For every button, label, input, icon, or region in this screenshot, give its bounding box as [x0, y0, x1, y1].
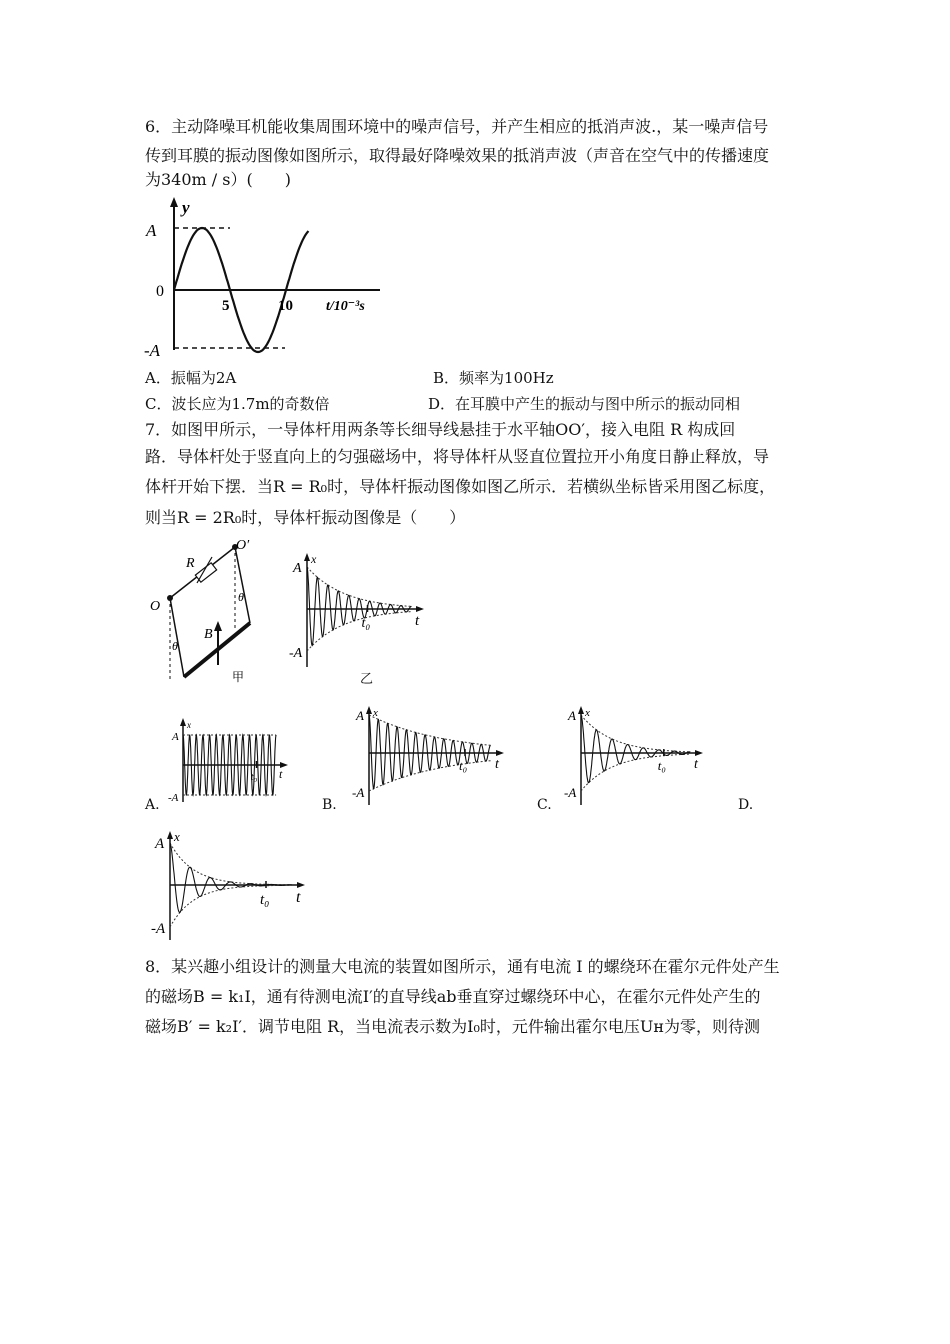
q7-line-3: 体杆开始下摆．当R = R₀时，导体杆振动图像如图乙所示．若横纵坐标皆采用图乙标度，: [145, 477, 776, 496]
t-axis-label: t/10⁻³s: [326, 299, 365, 314]
x-label: x: [311, 552, 317, 566]
y-axis-arrow: [170, 197, 178, 207]
q8-line-1: 8．某兴趣小组设计的测量大电流的装置如图所示，通有电流 I 的螺绕环在霍尔元件处产生: [145, 957, 780, 976]
q7-option-d-graph[interactable]: [140, 825, 305, 945]
oscillation-curve: [369, 715, 491, 789]
q7-option-a-label[interactable]: A.: [145, 797, 160, 813]
left-wire: [170, 598, 184, 677]
x-axis-arrow: [167, 831, 173, 839]
label-o-prime: O′: [236, 538, 250, 553]
q7-line-2: 路．导体杆处于竖直向上的匀强磁场中，将导体杆从竖直位置拉开小角度日静止释放，导: [145, 447, 770, 466]
q6-option-c[interactable]: C．波长应为1.7m的奇数倍: [145, 395, 330, 413]
q7-line-4: 则当R = 2R₀时，导体杆振动图像是（ ）: [145, 508, 466, 527]
oscillation-curve: [307, 567, 412, 646]
t-label: t: [296, 889, 301, 906]
upper-envelope: [170, 843, 292, 885]
x-label: x: [174, 829, 180, 844]
t-axis-arrow: [416, 606, 424, 612]
q7-option-c-label[interactable]: C.: [537, 797, 552, 813]
q6-option-a[interactable]: A．振幅为2A: [145, 369, 237, 387]
neg-a-label: -A: [168, 792, 179, 804]
a-label: A: [293, 561, 302, 576]
x-label: x: [187, 720, 191, 730]
q7-line-1: 7．如图甲所示，一导体杆用两条等长细导线悬挂于水平轴OO′，接入电阻 R 构成回: [145, 420, 736, 439]
label-r: R: [186, 556, 195, 571]
label-b: B: [204, 627, 213, 642]
t0-label: t₀: [657, 758, 666, 773]
q6-option-b[interactable]: B．频率为100Hz: [433, 369, 554, 387]
x-axis-arrow: [180, 718, 186, 726]
t-label: t: [279, 767, 283, 781]
figure-jia: [140, 535, 270, 685]
tick-5: 5: [222, 298, 230, 314]
q6-sine-graph: [140, 195, 410, 365]
neg-a-label: -A: [289, 646, 303, 661]
y-label: y: [182, 198, 190, 217]
a-label: A: [155, 836, 165, 852]
q7-option-a-graph[interactable]: [165, 712, 290, 807]
upper-envelope: [307, 567, 412, 606]
x-axis-arrow: [304, 553, 310, 561]
label-theta-left: θ: [172, 639, 178, 653]
t-label: t: [415, 613, 420, 629]
label-o: O: [150, 599, 161, 614]
a-label: A: [568, 708, 576, 723]
origin-label: 0: [156, 283, 164, 300]
b-field-arrowhead: [214, 621, 222, 631]
q6-line-3: 为340m / s）( ): [145, 170, 291, 189]
t0-label: t₀: [250, 771, 258, 783]
x-axis-arrow: [366, 706, 372, 714]
q6-line-2: 传到耳膜的振动图像如图所示，取得最好降噪效果的抵消声波（声音在空气中的传播速度: [145, 146, 770, 165]
caption-jia: 甲: [232, 670, 245, 684]
neg-a-label: -A: [144, 341, 161, 360]
q8-line-2: 的磁场B = k₁I，通有待测电流I′的直导线ab垂直穿过螺绕环中心，在霍尔元件处产生的: [145, 987, 761, 1006]
lower-envelope: [170, 885, 292, 927]
q7-option-b-graph[interactable]: [342, 700, 507, 810]
a-label: A: [356, 708, 364, 723]
t0-label: t₀: [361, 616, 371, 631]
q8-line-3: 磁场B′ = k₂I′．调节电阻 R，当电流表示数为I₀时，元件输出霍尔电压Uн为零，则待测: [145, 1017, 761, 1036]
neg-a-label: -A: [564, 785, 577, 800]
a-label: A: [172, 731, 179, 743]
t0-label: t₀: [459, 758, 468, 773]
oscillation-curve: [170, 843, 292, 913]
figure-yi: [282, 547, 432, 685]
t-axis-arrow: [496, 750, 504, 756]
q7-option-d-label[interactable]: D.: [738, 797, 754, 813]
tick-10: 10: [278, 298, 293, 314]
upper-envelope: [369, 715, 491, 745]
t-label: t: [495, 757, 499, 772]
neg-a-label: -A: [151, 921, 166, 937]
q6-line-1: 6．主动降噪耳机能收集周围环境中的噪声信号，并产生相应的抵消声波.，某一噪声信号: [145, 117, 769, 136]
x-axis-arrow: [578, 706, 584, 714]
t-axis-arrow: [297, 882, 305, 888]
lower-envelope: [307, 612, 412, 651]
q7-option-b-label[interactable]: B.: [322, 797, 337, 813]
q6-option-d[interactable]: D．在耳膜中产生的振动与图中所示的振动同相: [428, 395, 741, 413]
a-label: A: [146, 221, 157, 240]
lower-envelope: [369, 761, 491, 791]
t-label: t: [694, 757, 698, 772]
right-wire: [235, 547, 250, 623]
oscillation-curve: [581, 715, 690, 783]
x-label: x: [373, 707, 378, 719]
x-label: x: [585, 707, 590, 719]
label-theta-right: θ: [238, 590, 244, 604]
q7-option-c-graph[interactable]: [562, 700, 707, 810]
t-axis-arrow: [695, 750, 703, 756]
neg-a-label: -A: [352, 785, 365, 800]
caption-yi: 乙: [360, 672, 374, 687]
t0-label: t₀: [260, 892, 270, 908]
